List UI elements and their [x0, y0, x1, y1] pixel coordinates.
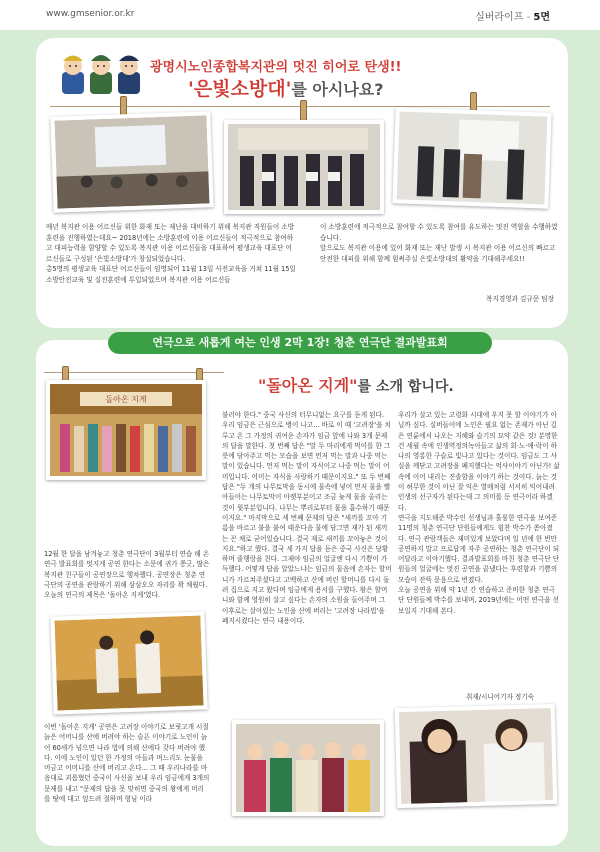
page-number: 5면 — [533, 12, 550, 23]
article2-body-col1: 12월 한 달을 남겨놓고 청춘 연극단이 3월부터 연습 해 온 연극 발표회를 멋지게 공연 한다는 소문에 귀가 쫑긋, 많은 복지관 친구들이 공연장으로 행차했다. 공연장은 청춘 연극단의 공연을 관람하기 위해 삼삼오오 자리를 꽉 채웠다. 오늘의 연극의 제목은 '돌아온 지게'였다. — [44, 550, 210, 600]
article2-title-rest: 를 소개 합니다. — [357, 379, 454, 395]
page-footer — [0, 846, 600, 852]
article2-title — [258, 373, 454, 396]
article2-body-col2: 이번 '돌아온 지게' 공연은 고려장 이야기로 보릿고개 시절 늙은 어머니를 산에 버려야 하는 슬픈 이야기로 노인이 늙어 60세가 넘으면 나라 법에 의해 산에다 갖다 버려야 했다. 이에 노인이 있던 한 가정의 아들과 며느리도 눈물을 머금고 어머니를 산에 버리고 온다... 그 때 우리나라를 마음대로 괴롭혔던 중국이 사신을 보내 우리 임금에게 3개의 문제를 내고 "문제의 답을 못 맞히면 중국의 왕에게 머리를 땅에 대고 엎드려 절하며 형님 이라 — [44, 723, 210, 804]
article2-banner: 연극으로 새롭게 여는 인생 2막 1장! 청춘 연극단 결과발표회 — [108, 332, 492, 354]
stage-sign-text: 돌아온 지게 — [105, 395, 147, 404]
article1-signature: 복지경영과 김규문 팀장 — [486, 295, 554, 303]
photo-makeup — [395, 704, 558, 808]
article1-title-quoted: '은빛소방대' — [188, 78, 292, 100]
section-name: 실버라이프 — [475, 12, 524, 23]
photo-theater-cast — [46, 380, 206, 480]
article2-body-col3: 불러야 한다." 중국 사신의 터무니없는 요구를 듣게 된다. 우리 임금은 근심으로 병이 나고... 바로 이 때 '고려장'을 치루고 온 그 가정의 귀여운 손자가 임금 앞에 나와 3개 문제의 답을 말한다. 첫 번째 답은 "말 두 마리에게 먹이를 한 그릇에 담아주고 먹는 모습을 보면 먼저 먹는 말과 나중 먹는 말이 있습니다. 먼저 먹는 말이 자식이고 나중 먹는 말이 어미입니다. 어미는 자식을 사랑하기 때문이지요." 또 두 번째 답은 "두 개의 나무토막을 동시에 물속에 넣어 먼저 물을 빨아들이는 나무토막이 아랫부분이고 조금 늦게 물을 올리는 것이 윗부분입니다. 나무는 뿌리로부터 물을 흡수하기 때문이지요." 마지막으로 세 번째 문제의 답은 "새끼를 꼬아 기름을 바르고 불을 붙여 태운다음 물에 담그면 재가 된 새끼는 꼰 채로 굳어있습니다. 결국 재로 새끼를 꼬아놓은 것이지요."하고 했다. 결국 세 가지 답을 듣은 중국 사신은 당황하며 줄행랑을 친다. 그제야 임금의 얼굴엔 다시 기쁨이 가득했다. 어떻게 답을 알았느냐는 임금의 물음에 손자는 할머니가 가르쳐주셨다고 고백하고 산에 버린 할머니를 다시 돌려 집으로 지고 왔다며 임금에게 용서를 구했다. 왕은 할머니와 함께 영원히 살고 싶다는 손자의 소원을 들어주며 그 이후로는 살아있는 노인을 산에 버리는 '고려장 나라법'을 폐지시켰다는 연극 내용이다. — [222, 411, 392, 625]
page-header — [0, 0, 600, 30]
article2-title-quoted: "돌아온 지게" — [258, 376, 358, 395]
photo-appointment-ceremony — [224, 120, 384, 214]
photo-fire-training-lecture — [50, 111, 213, 213]
article2-body-col4: 우리가 살고 있는 고령화 시대에 우지 못 할 이야기가 아닐까 싶다. 실버들이에 노인은 필요 없는 존재가 아닌 깊은 연륜에서 나오는 지혜와 슬기의 묘약 같은 것! 분명한건 세월 속에 인생역정의녹아들고 삶의 회·노·애·락이 하나의 영롱한 구슬로 빛나고 있다는 것이다. 임금도 그 사실을 깨닫고 고려장을 폐지했다는 억사이야기 아닌가! 삶 속에 이어 내리는 진솔함을 이야기 하는 것이다. 늙는 것이 허무한 것이 아닌 잘 익은 열매처럼 서서히 익어내려 인생의 선구자가 된다는데 그 의미를 둔 연극이라 하겠다. 연극을 지도해준 박수인 선생님과 훌륭한 연극을 보여준 11명의 청춘 연극단 단원들에게도 힘찬 박수가 쏟아졌다. 연극 관람객들은 재미있게 보았다며 일 년에 한 번만 공연하지 말고 프로답게 자주 공연하는 청춘 연극단이 되어달라고 이야기했다. 결과발표회를 마친 청춘 연극단 단원들의 얼굴에는 멋진 공연을 끝냈다는 후련함과 기쁨의 모습이 잔뜩 묻음으로 번졌다. 오늘 공연을 위해 약 1년 간 연습하고 준비한 청춘 연극단 단원들께 박수를 보내며, 2019년에는 어떤 연극을 선보일지 기대해 본다. — [398, 411, 560, 615]
page-label-separator: - — [526, 12, 531, 23]
photo-certificate-presentation — [392, 107, 551, 208]
article1-title-rest: 를 아시나요? — [291, 80, 384, 99]
firefighter-kids-illustration — [60, 46, 142, 96]
photo-stage-scene — [50, 611, 207, 714]
article1-body-col1: 매년 복지관 이용 어르신들 위한 화재 또는 재난을 대비하기 위해 복지관 직원들이 소방훈련을 진행하였는데요~ 2018년에는 소방훈련에 이용 어르신들이 적극적으로 참여하고 대피능력을 함양할 수 있도록 복지관 이용 어르신들을 대표하여 평생교육 대표단 어르신들로 구성된 '은빛소방대'가 창설되었습니다. 총5명의 평생교육 대표단 어르신들이 임명되어 11월 13일 사전교육을 거쳐 11월 15일 소방안전교육 및 실전훈련에 투입되었으며 복지관 이용 어르신들 — [46, 223, 296, 284]
article1-title-line2 — [188, 74, 384, 101]
article1-title-line1: 광명시노인종합복지관의 멋진 히어로 탄생!! — [150, 60, 402, 75]
photo-costumed-cast — [232, 720, 384, 816]
article2-signature: 취재/시니어기자 정기숙 — [466, 693, 535, 701]
page-label — [475, 8, 550, 23]
clothespin-icon — [300, 100, 307, 122]
article1-body-col2: 이 소방훈련에 적극적으로 참여할 수 있도록 참여를 유도하는 멋진 역할을 수행하였습니다. 앞으로도 복지관 이용에 있어 화재 또는 재난 발생 시 복지관 이용 어르신의 빠르고 안전한 대피를 위해 함께 힘써주실 은빛소방대의 활약을 기대해주세요!! — [320, 223, 558, 263]
site-url: www.gmsenior.or.kr — [46, 9, 135, 19]
